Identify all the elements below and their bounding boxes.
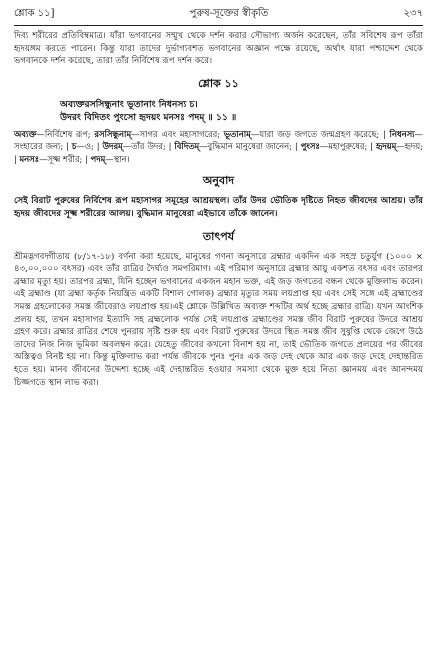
synonym-word: হৃদয়ম্ [375, 141, 397, 152]
synonym-word: রসসিন্ধুনাম্ [94, 128, 132, 139]
verse-line-1: অব্যক্তরসসিন্ধুনাং ভূতানাং নিধনস্য চ। [60, 98, 198, 110]
verse-text [14, 98, 423, 124]
synonym-word: উদরম্ [102, 141, 123, 152]
synonym-word: মনসঃ [19, 153, 40, 164]
synonym-word: চ [71, 141, 77, 152]
synonym-meaning: স্থান। [113, 153, 130, 164]
synonym-meaning: তাঁর উদর; | [131, 141, 175, 152]
page-number: ২৩৭ [403, 8, 423, 19]
synonym-meaning: ও; | [84, 141, 103, 152]
purport-heading: তাৎপর্য [202, 229, 235, 243]
synonym-word: পদম্ [90, 153, 106, 164]
synonym-word: পুংসঃ [300, 141, 320, 152]
synonym-meaning: সংহারের জন্য; | [14, 141, 72, 152]
intro-paragraph: দিব্য শরীরের প্রতিবিম্বমাত্র। যাঁরা ভগবানের সম্মুখ থেকে দর্শন করার সৌভাগ্য অর্জন করেছেন, তাঁর সবিশেষ রূপ তাঁরা হৃদয়ঙ্গম করতে পারেন। কিন্তু যারা তাদের দুর্ভাগ্যবশত ভগবানের অজ্ঞান পক্ষে রয়েছে, অর্থাৎ যারা পশ্চাদ্দেশ থেকে ভগবানকে দর্শন করেছে, তারা তাঁর নির্বিশেষ রূপ দর্শন করে। [14, 31, 423, 67]
translation-text: সেই বিরাট পুরুষের নির্বিশেষ রূপ মহাসাগর সমূহের আশ্রয়স্থল। তাঁর উদর ভৌতিক দৃষ্টিতে নিহত জীবদের আশ্রয়। তাঁর হৃদয় জীবদের সূক্ষ্ম শরীরের আলয়। বুদ্ধিমান মানুষেরা এইভাবে তাঁকে জানেন। [14, 196, 423, 219]
synonym-word: নিধনস্য [389, 128, 415, 139]
synonym-meaning: নির্বিশেষ রূপ; [44, 128, 95, 139]
header-title: পুরুষ-সূক্তের স্বীকৃতি [189, 8, 269, 19]
synonym-meaning: যারা জড় জগতে জন্মগ্রহণ করেছে; | [259, 128, 390, 139]
synonym-meaning: মহাপুরুষের; | [328, 141, 376, 152]
verse-heading: শ্লোক ১১ [198, 76, 239, 90]
verse-line-2: উদরং বিদিতং পুংসো হৃদয়ং মনসঃ পদম্ ॥ ১১ ॥ [60, 111, 237, 123]
header-verse-ref: শ্লোক ১১] [14, 8, 55, 19]
synonym-meaning: বুদ্ধিমান মানুষেরা জানেন; | [207, 141, 301, 152]
synonym-meaning: সূক্ষ্ম শরীর; | [47, 153, 91, 164]
translation-heading: অনুবাদ [202, 174, 235, 187]
synonym-word: ভূতানাম্ [223, 128, 251, 139]
page [14, 6, 423, 389]
running-header [14, 6, 423, 26]
synonym-meaning: হৃদয়; | [14, 141, 424, 164]
synonym-word: অব্যক্ত [14, 128, 37, 139]
synonym-meaning: সাগর এবং মহাসাগরের; [139, 128, 224, 139]
synonym-word: বিদিতম্ [174, 141, 200, 152]
purport-text: শ্রীমদ্ভগবদ্গীতায় (৮/১৭-১৮) বর্ণনা করা হয়েছে, মানুষের গণনা অনুসারে ব্রহ্মার একদিন এক সহস্র চতুর্যুগ (১০০০ × ৪৩,০০,০০০ বৎসর) এবং তাঁর রাত্রির দৈর্ঘ্যও সমপরিমাণ। এই পরিমাণ অনুসারে ব্রহ্মার আয়ু একশত বৎসর এবং তারপর ব্রহ্মার মৃত্যু হয়। তারপর ব্রহ্মা, যিনি হচ্ছেন ভগবানের একজন মহান ভক্ত, এই জড় জগতের বন্ধন থেকে মুক্তিলাভ করেন। এই ব্রহ্মাণ্ড (যা ব্রহ্মা কর্তৃক নিয়ন্ত্রিত একটি বিশাল গোলক) ব্রহ্মার মৃত্যুর সময় লয়প্রাপ্ত হয় এবং সেই সঙ্গে এই ব্রহ্মাণ্ডের সমস্ত গ্রহলোকের সমস্ত জীবেরাও লয়প্রাপ্ত হয়।এই শ্লোকে উল্লিখিত অব্যক্ত শব্দটির অর্থ হচ্ছে ব্রহ্মার রাত্রি। যখন আংশিক প্রলয় হয়, তখন মহাসাগর ইত্যাদি সহ ব্রহ্মলোক পর্যন্ত সেই লয়প্রাপ্ত ব্রহ্মাণ্ডের সমস্ত জীব বিরাট পুরুষের উদরে আশ্রয় গ্রহণ করে। ব্রহ্মার রাত্রির শেষে পুনরায় সৃষ্টি শুরু হয় এবং বিরাট পুরুষের উদরে স্থিত সমস্ত জীব সুষুপ্তি থেকে জেগে উঠে তাদের নিজ নিজ ভূমিকা অবলম্বন করে। যেহেতু জীবের কখনো বিনাশ হয় না, তাই ভৌতিক জগতে প্রলয়ের পর জীবের অস্তিত্বও বিনষ্ট হয় না। কিন্তু মুক্তিলাভ করা পর্যন্ত জীবকে পুনঃ পুনঃ এক জড় দেহ থেকে আর এক জড় দেহে দেহান্তরিত হতে হয়। মানব জীবনের উদ্দেশ্য হচ্ছে এই দেহান্তরিত হওয়ার সমস্যা থেকে মুক্ত হয়ে নিত্য জ্ঞানময় এবং আনন্দময় চিজ্জগতে স্থান লাভ করা। [14, 251, 423, 388]
synonyms: অব্যক্ত—নির্বিশেষ রূপ; রসসিন্ধুনাম্—সাগর এবং মহাসাগরের; ভূতানাম্—যারা জড় জগতে জন্মগ্রহণ করেছে; | নিধনস্য—সংহারের জন্য; | চ—ও; | উদরম্—তাঁর উদর; | বিদিতম্—বুদ্ধিমান মানুষেরা জানেন; | পুংসঃ—মহাপুরুষের; | হৃদয়ম্—হৃদয়; | মনসঃ—সূক্ষ্ম শরীর; | পদম্—স্থান। [14, 128, 424, 164]
